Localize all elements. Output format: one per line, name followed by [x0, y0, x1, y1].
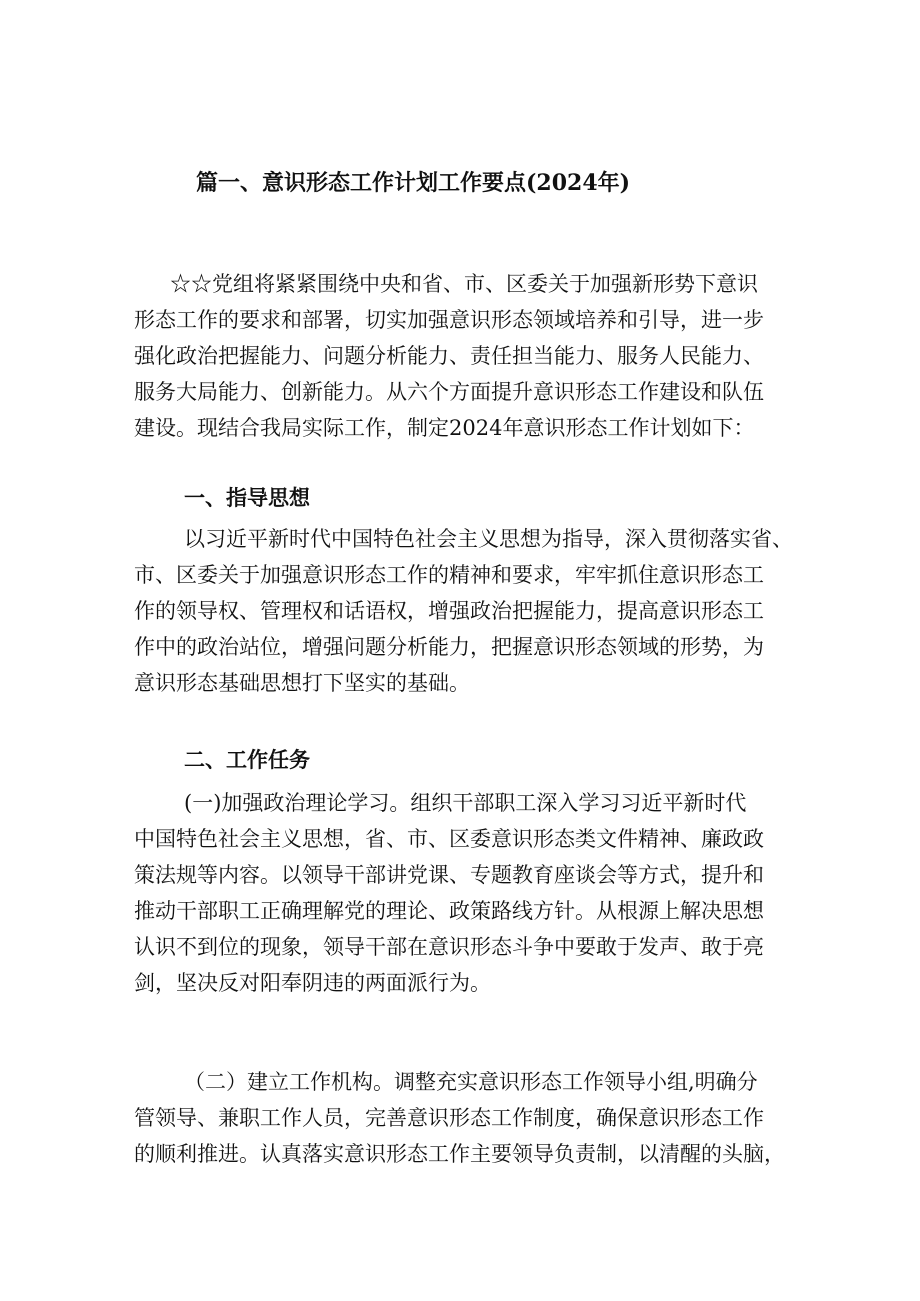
intro-line: 强化政治把握能力、问题分析能力、责任担当能力、服务人民能力、 — [134, 344, 764, 368]
section1-paragraph — [134, 521, 824, 701]
task1-line: 认识不到位的现象，领导干部在意识形态斗争中要敢于发声、敢于亮 — [134, 935, 764, 959]
section1-line: 以习近平新时代中国特色社会主义思想为指导，深入贯彻落实省、 — [184, 527, 793, 551]
section1-line: 作中的政治站位，增强问题分析能力，把握意识形态领域的形势，为 — [134, 635, 764, 659]
task1-line: 剑，坚决反对阳奉阴违的两面派行为。 — [134, 971, 491, 995]
section1-line: 意识形态基础思想打下坚实的基础。 — [134, 671, 470, 695]
section1-line: 市、区委关于加强意识形态工作的精神和要求，牢牢抓住意识形态工 — [134, 563, 764, 587]
task2-line: 管领导、兼职工作人员，完善意识形态工作制度，确保意识形态工作 — [134, 1106, 764, 1130]
intro-line: 建设。现结合我局实际工作，制定2024年意识形态工作计划如下： — [134, 416, 755, 440]
task1-line: 中国特色社会主义思想，省、市、区委意识形态类文件精神、廉政政 — [134, 827, 764, 851]
task1-line: 推动干部职工正确理解党的理论、政策路线方针。从根源上解决思想 — [134, 899, 764, 923]
task2-line: （二）建立工作机构。调整充实意识形态工作领导小组,明确分 — [184, 1070, 758, 1094]
section-heading-work-tasks: 二、工作任务 — [184, 747, 310, 772]
task2-line: 的顺利推进。认真落实意识形态工作主要领导负责制，以清醒的头脑， — [134, 1142, 785, 1166]
intro-line: 形态工作的要求和部署，切实加强意识形态领域培养和引导，进一步 — [134, 308, 764, 332]
task1-line: 策法规等内容。以领导干部讲党课、专题教育座谈会等方式，提升和 — [134, 863, 764, 887]
intro-line: ☆☆党组将紧紧围绕中央和省、市、区委关于加强新形势下意识 — [170, 272, 758, 296]
task2-paragraph — [134, 1064, 824, 1172]
intro-paragraph — [134, 266, 824, 446]
task1-line: (一)加强政治理论学习。组织干部职工深入学习习近平新时代 — [184, 791, 747, 815]
document-title: 篇一、意识形态工作计划工作要点(2024年) — [196, 170, 631, 196]
task1-paragraph — [134, 785, 824, 1001]
intro-line: 服务大局能力、创新能力。从六个方面提升意识形态工作建设和队伍 — [134, 380, 764, 404]
section1-line: 作的领导权、管理权和话语权，增强政治把握能力，提高意识形态工 — [134, 599, 764, 623]
section-heading-guiding-thought: 一、指导思想 — [184, 485, 310, 510]
